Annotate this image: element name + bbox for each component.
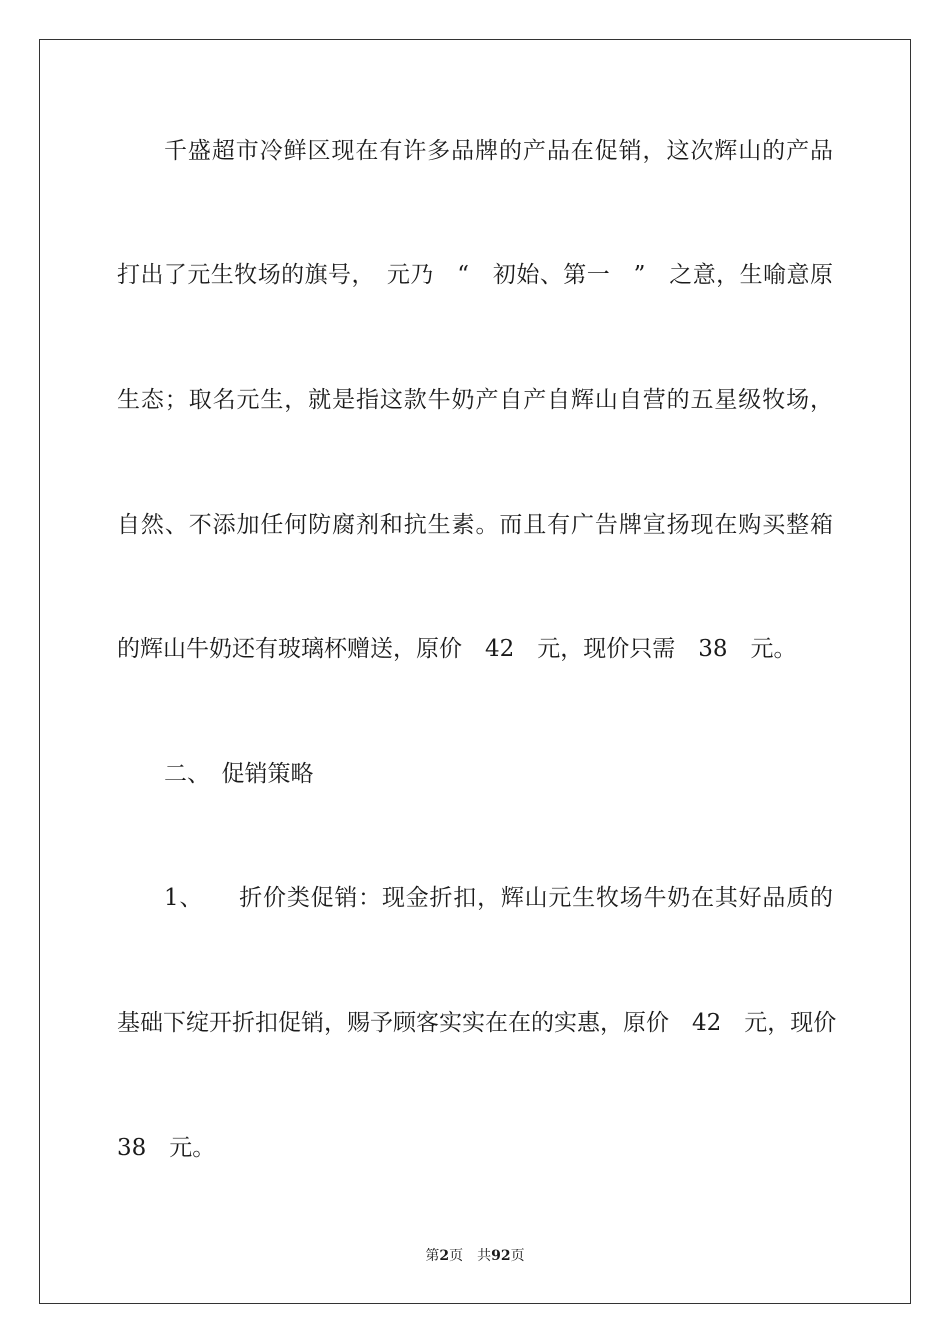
- item-line-2: 基础下绽开折扣促销，赐予顾客实实在在的实惠，原价 42 元，现价: [117, 1010, 837, 1036]
- item-line-1: 1、 折价类促销：现金折扣，辉山元生牧场牛奶在其好品质的: [164, 885, 833, 911]
- footer-page-prefix: 第: [425, 1248, 440, 1264]
- page-border: [39, 39, 911, 1304]
- footer-page-number: 2: [439, 1248, 450, 1264]
- footer-total-prefix: 共: [477, 1248, 492, 1264]
- footer-total-number: 92: [491, 1248, 511, 1264]
- footer-page-suffix: 页: [449, 1248, 464, 1264]
- paragraph-line-4: 自然、不添加任何防腐剂和抗生素。而且有广告牌宣扬现在购买整箱: [117, 512, 833, 538]
- section-heading: 二、 促销策略: [164, 761, 314, 787]
- paragraph-line-3: 生态；取名元生，就是指这款牛奶产自产自辉山自营的五星级牧场，: [117, 387, 833, 413]
- item-line-3: 38 元。: [117, 1135, 216, 1161]
- paragraph-line-1: 千盛超市冷鲜区现在有许多品牌的产品在促销，这次辉山的产品: [164, 138, 833, 164]
- footer-total-suffix: 页: [510, 1248, 525, 1264]
- paragraph-line-5: 的辉山牛奶还有玻璃杯赠送，原价 42 元，现价只需 38 元。: [117, 636, 797, 662]
- paragraph-line-2: 打出了元生牧场的旗号， 元乃 “ 初始、第一 ” 之意，生喻意原: [117, 262, 833, 288]
- page-footer: [0, 1247, 950, 1265]
